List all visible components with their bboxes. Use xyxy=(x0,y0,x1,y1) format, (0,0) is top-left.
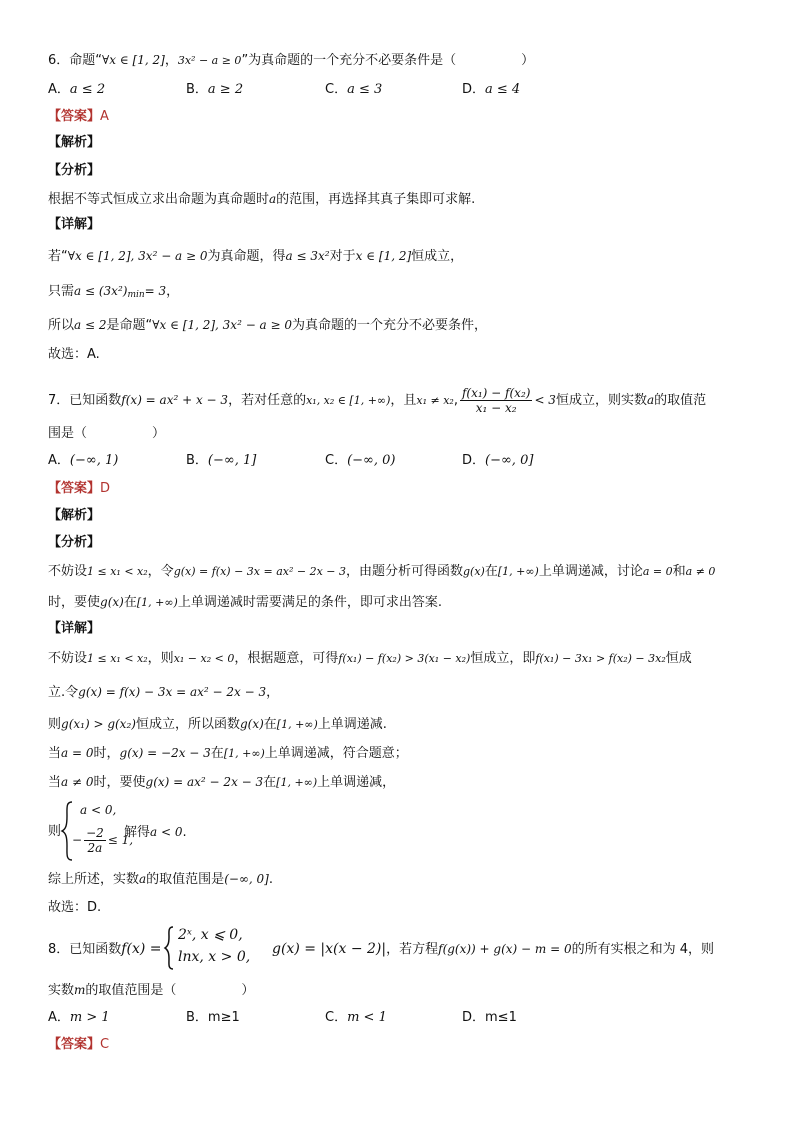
q7-fenxi-line-2: 时，要使g(x)在[1, +∞)上单调递减时需要满足的条件，即可求出答案. xyxy=(48,595,442,610)
q7-stem-line-2: 围是（ ） xyxy=(48,426,166,441)
q7-detail-line-3: 则g(x₁) > g(x₂)恒成立，所以函数g(x)在[1, +∞)上单调递减. xyxy=(48,717,387,732)
q6-analysis-tag: 【解析】 xyxy=(48,135,101,150)
q6-option-a: A．a ≤ 2 xyxy=(48,82,106,97)
q6-detail-line-1: 若“∀x ∈ [1, 2], 3x² − a ≥ 0为真命题，得a ≤ 3x²对于x ∈ [1, 2]恒成立， xyxy=(48,249,464,264)
q6-option-b: B．a ≥ 2 xyxy=(186,82,244,97)
q7-detail-line-2: 立.令g(x) = f(x) − 3x = ax² − 2x − 3， xyxy=(48,685,280,700)
q7-detail-line-1: 不妨设1 ≤ x₁ < x₂，则x₁ − x₂ < 0，根据题意，可得f(x₁) − f(x₂) > 3(x₁ − x₂)恒成立，即f(x₁) − 3x₁ > f(x₂) − 3x₂恒成 xyxy=(48,651,692,666)
q8-stem-line-1: 8．已知函数f(x) = xyxy=(48,941,162,957)
q7-option-c: C．(−∞, 0) xyxy=(325,453,396,468)
q7-summary: 综上所述，实数a的取值范围是(−∞, 0]. xyxy=(48,872,274,887)
q7-fraction: $\frac{\text{f(x₁) − f(x₂)}}{\text{x₁ − x₂}}$ xyxy=(461,386,531,415)
q8-piecewise-case-2: lnx, x > 0, xyxy=(178,949,251,965)
left-brace-icon xyxy=(163,925,175,971)
q7-option-d: D．(−∞, 0] xyxy=(462,453,534,468)
q8-option-c: C．m < 1 xyxy=(325,1010,387,1025)
q7-conclusion: 故选：D. xyxy=(48,900,102,915)
q7-option-a: A．(−∞, 1) xyxy=(48,453,119,468)
q7-analysis-tag: 【解析】 xyxy=(48,508,101,523)
q6-detail-tag: 【详解】 xyxy=(48,217,101,232)
q8-stem-line-1-rest: g(x) = |x(x − 2)|，若方程f(g(x)) + g(x) − m = 0的所有实根之和为 4，则 xyxy=(272,941,715,957)
q8-option-b: B．m≥1 xyxy=(186,1010,240,1025)
q7-option-b: B．(−∞, 1] xyxy=(186,453,257,468)
q8-option-a: A．m > 1 xyxy=(48,1010,110,1025)
q7-detail-line-4: 当a = 0时，g(x) = −2x − 3在[1, +∞)上单调递减，符合题意； xyxy=(48,746,408,761)
q8-stem-line-2: 实数m的取值范围是（ ） xyxy=(48,983,255,998)
q6-answer: 【答案】A xyxy=(48,109,109,124)
q7-system-row-2: − $\frac{-2}{2a}$ ≤ 1, xyxy=(72,826,134,855)
q7-detail-line-5: 当a ≠ 0时，要使g(x) = ax² − 2x − 3在[1, +∞)上单调递减， xyxy=(48,775,396,790)
q6-conclusion: 故选：A. xyxy=(48,347,100,362)
q8-piecewise-brace xyxy=(163,925,175,974)
q6-fenxi-text: 根据不等式恒成立求出命题为真命题时a的范围，再选择其真子集即可求解. xyxy=(48,192,476,207)
q7-fenxi-line-1: 不妨设1 ≤ x₁ < x₂，令g(x) = f(x) − 3x = ax² − 2x − 3，由题分析可得函数g(x)在[1, +∞)上单调递减，讨论a = 0和a ≠ 0 xyxy=(48,564,716,579)
q7-answer: 【答案】D xyxy=(48,481,111,496)
q6-stem: 6．命题“∀x ∈ [1, 2]，3x² − a ≥ 0”为真命题的一个充分不必要条件是（ ） xyxy=(48,53,535,68)
q7-system-prefix: 则 xyxy=(48,824,62,839)
q8-answer: 【答案】C xyxy=(48,1037,110,1052)
q8-piecewise-case-1: 2ˣ, x ⩽ 0, xyxy=(178,927,243,943)
q6-detail-line-2: 只需$a \le (3x^2)_{min}= 3$， xyxy=(48,284,180,300)
q6-fenxi-tag: 【分析】 xyxy=(48,163,101,178)
q7-stem-line-1: 7．已知函数f(x) = ax² + x − 3，若对任意的x₁, x₂ ∈ [1, +∞)，且x₁ ≠ x₂, $\frac{\text{f(x₁) − f(x₂)}}{\text{x₁ − x₂}}$ < 3恒成立，则实数a的取值范 xyxy=(48,386,707,415)
q7-detail-tag: 【详解】 xyxy=(48,621,101,636)
q7-system-solve: 解得a < 0. xyxy=(124,825,187,840)
q7-fenxi-tag: 【分析】 xyxy=(48,535,101,550)
q8-option-d: D．m≤1 xyxy=(462,1010,517,1025)
q6-option-d: D．a ≤ 4 xyxy=(462,82,521,97)
q7-system-row-1: a < 0, xyxy=(80,803,117,817)
q6-option-c: C．a ≤ 3 xyxy=(325,82,383,97)
q6-detail-line-3: 所以a ≤ 2是命题“∀x ∈ [1, 2], 3x² − a ≥ 0为真命题的一个充分不必要条件， xyxy=(48,318,488,333)
